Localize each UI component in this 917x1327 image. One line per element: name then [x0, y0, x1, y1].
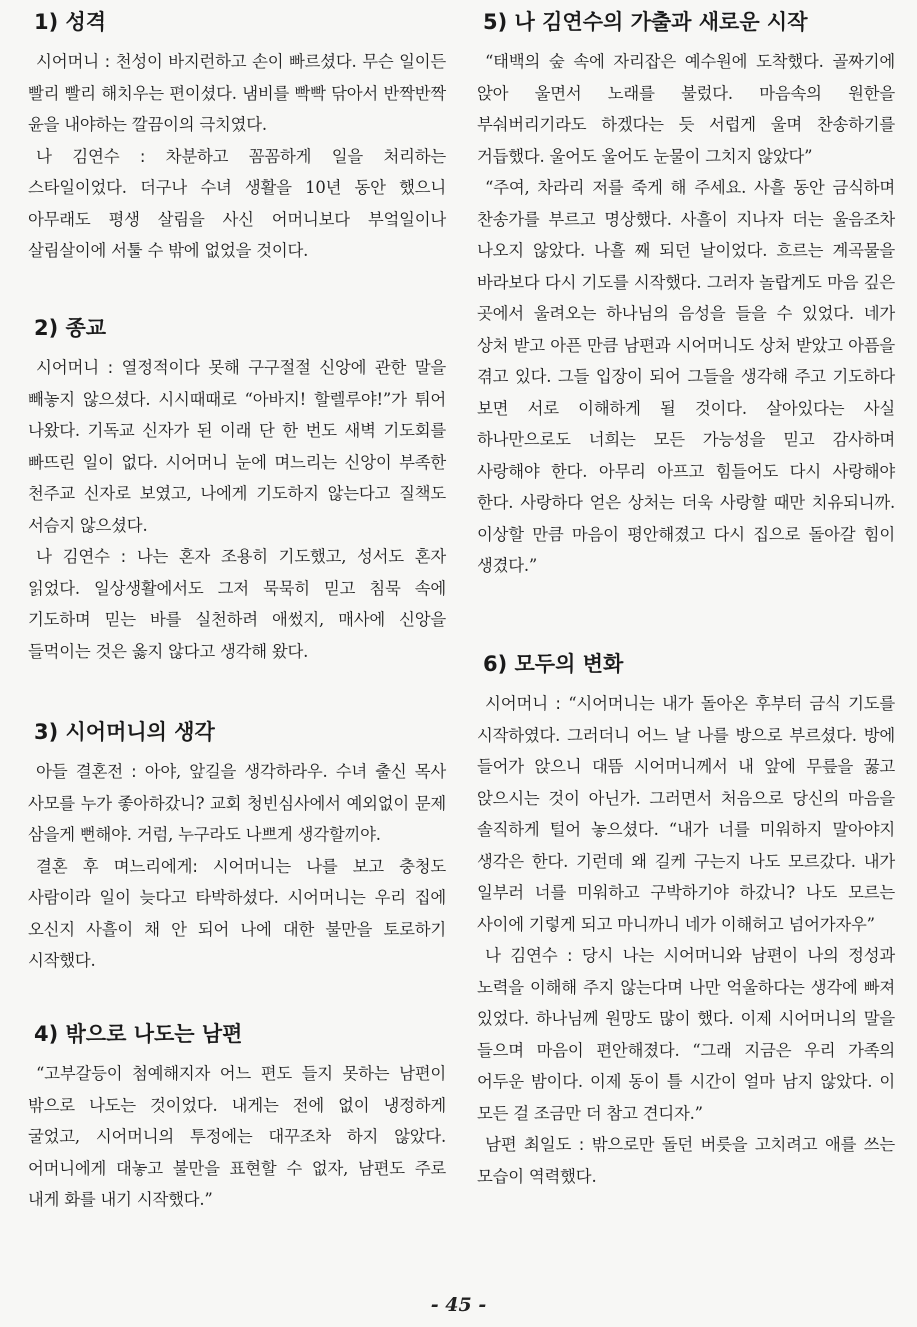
paragraph [28, 141, 446, 267]
section-heading: 6) 모두의 변화 [483, 652, 624, 676]
paragraph [28, 352, 446, 541]
section-heading: 5) 나 김연수의 가출과 새로운 시작 [483, 10, 808, 34]
section-husband-away [28, 1020, 446, 1216]
paragraph-text: “고부갈등이 첨예해지자 어느 편도 들지 못하는 남편이 밖으로 나도는 것이었다. 내게는 전에 없이 냉정하게 굴었고, 시어머니의 투정에는 대꾸조차 하지 않았다. 어머니에게 대놓고 불만을 표현할 수 없자, 남편도 주로 내게 화를 내기 시작했다.” [28, 1064, 446, 1209]
speaker-label: 시어머니 : [36, 52, 116, 71]
speaker-label: 시어머니 : [485, 694, 569, 713]
section-heading: 4) 밖으로 나도는 남편 [34, 1022, 243, 1046]
speaker-label: 남편 최일도 : [485, 1135, 592, 1154]
section-runaway-new-start [477, 8, 895, 582]
speaker-label: 시어머니 : [36, 358, 122, 377]
section-religion [28, 314, 446, 667]
paragraph-text: 시어머니는 나를 보고 충청도 사람이라 일이 늦다고 타박하셨다. 시어머니는 우리 집에 오신지 사흘이 채 안 되어 나에 대한 불만을 토로하기 시작했다. [28, 856, 446, 970]
section-heading: 3) 시어머니의 생각 [34, 720, 215, 744]
section-personality [28, 8, 446, 267]
paragraph [28, 756, 446, 851]
page-number: - 45 - [430, 1294, 487, 1316]
section-mother-in-law-thoughts [28, 718, 446, 977]
paragraph-text: “시어머니는 내가 돌아온 후부터 금식 기도를 시작하였다. 그러더니 어느 날 나를 방으로 부르셨다. 방에 들어가 앉으니 대뜸 시어머니께서 내 앞에 무릎을 꿇고 앉으시는 것이 아닌가. 그러면서 처음으로 당신의 마음을 솔직하게 털어 놓으셨다. “내가 너를 미워하지 말아야지 생각은 한다. 기런데 왜 길케 구는지 나도 모르갔다. 내가 일부러 너를 미워하고 구박하기야 하갔니? 나도 모르는 사이에 기렇게 되고 마니까니 네가 이해허고 넘어가자우” [477, 694, 895, 934]
section-heading: 1) 성격 [34, 10, 107, 34]
paragraph [477, 46, 895, 172]
paragraph-text: 밖으로만 돌던 버릇을 고치려고 애를 쓰는 모습이 역력했다. [477, 1135, 895, 1186]
speaker-label: 나 김연수 : [485, 946, 582, 965]
speaker-label: 나 김연수 : [36, 146, 166, 166]
paragraph [28, 46, 446, 141]
paragraph [28, 1058, 446, 1216]
paragraph-text: 열정적이다 못해 구구절절 신앙에 관한 말을 빼놓지 않으셨다. 시시때때로 “아바지! 할렐루야!”가 튀어 나왔다. 기독교 신자가 된 이래 단 한 번도 새벽 기도회를 빠뜨린 일이 없다. 시어머니 눈에 며느리는 신앙이 부족한 천주교 신자로 보였고, 나에게 기도하지 않는다고 질책도 서슴지 않으셨다. [28, 358, 447, 535]
section-everyone-changes [477, 650, 895, 1192]
paragraph [477, 1129, 895, 1192]
speaker-label: 나 김연수 : [36, 547, 137, 566]
paragraph-text: 나는 혼자 조용히 기도했고, 성서도 혼자 읽었다. 일상생활에서도 그저 묵묵히 믿고 침묵 속에 기도하며 믿는 바를 실천하려 애썼지, 매사에 신앙을 들먹이는 것은 옳지 않다고 생각해 왔다. [28, 547, 447, 661]
section-heading: 2) 종교 [34, 316, 107, 340]
paragraph [477, 940, 895, 1129]
paragraph-text: 아야, 앞길을 생각하라우. 수녀 출신 목사 사모를 누가 좋아하갔니? 교회 청빈심사에서 예외없이 문제 삼을게 뻔해야. 거럼, 누구라도 나쁘게 생각할끼야. [28, 762, 446, 844]
speaker-label: 아들 결혼전 : [36, 762, 145, 781]
paragraph [477, 172, 895, 582]
paragraph-text: “주여, 차라리 저를 죽게 해 주세요. 사흘 동안 금식하며 찬송가를 부르고 명상했다. 사흘이 지나자 더는 울음조차 나오지 않았다. 나흘 째 되던 날이었다. 흐르는 계곡물을 바라보다 다시 기도를 시작했다. 그러자 놀랍게도 마음 깊은 곳에서 울려오는 하나님의 음성을 들을 수 있었다. 네가 상처 받고 아픈 만큼 남편과 시어머니도 상처 받았고 아픔을 겪고 있다. 그들 입장이 되어 그들을 생각해 주고 기도하다 보면 서로 이해하게 될 것이다. 살아있다는 사실 하나만으로도 너희는 모든 가능성을 믿고 감사하며 사랑해야 한다. 아무리 아프고 힘들어도 다시 사랑해야 한다. 사랑하다 얻은 상처는 더욱 사랑할 때만 치유되니까. 이상할 만큼 마음이 평안해졌고 다시 집으로 돌아갈 힘이 생겼다.” [477, 178, 895, 575]
paragraph [28, 541, 446, 667]
paragraph-text: 당시 나는 시어머니와 남편이 나의 정성과 노력을 이해해 주지 않는다며 나만 억울하다는 생각에 빠져 있었다. 하나님께 원망도 많이 했다. 이제 시어머니의 말을 들으며 마음이 편안해졌다. “그래 지금은 우리 가족의 어두운 밤이다. 이제 동이 틀 시간이 얼마 남지 않았다. 이 모든 걸 조금만 더 참고 견디자.” [477, 946, 895, 1123]
paragraph-text: “태백의 숲 속에 자리잡은 예수원에 도착했다. 골짜기에 앉아 울면서 노래를 불렀다. 마음속의 원한을 부숴버리기라도 하겠다는 듯 서럽게 울며 찬송하기를 거듭했다. 울어도 울어도 눈물이 그치지 않았다” [477, 52, 895, 166]
paragraph [28, 851, 446, 977]
paragraph-text: 천성이 바지런하고 손이 빠르셨다. 무슨 일이든 빨리 빨리 해치우는 편이셨다. 냄비를 빡빡 닦아서 반짝반짝 윤을 내야하는 깔끔이의 극치였다. [28, 52, 447, 134]
paragraph [477, 688, 895, 940]
speaker-label: 결혼 후 며느리에게: [36, 856, 213, 876]
paragraph-text: 차분하고 꼼꼼하게 일을 처리하는 스타일이었다. 더구나 수녀 생활을 10년 동안 했으니 아무래도 평생 살림을 사신 어머니보다 부엌일이나 살림살이에 서툴 수 밖에 없었을 것이다. [28, 146, 446, 260]
